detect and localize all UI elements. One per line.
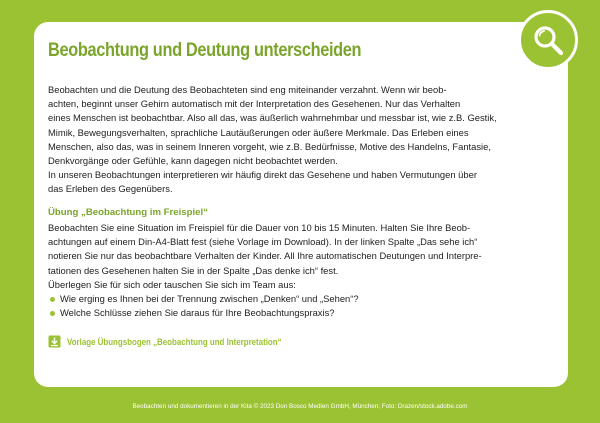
page-title: Beobachtung und Deutung unterscheiden — [48, 40, 362, 61]
intro-line: das Erleben des Gegenübers. — [48, 183, 173, 195]
intro-line: eines Menschen ist beobachtbar. Also all das, was äußerlich wahrnehmbar und messbar ist, wie z.B. Gestik, — [48, 112, 497, 124]
exercise-line: achtungen auf einem Din-A4-Blatt fest (siehe Vorlage im Download). In der linken Spalte „Das sehe ich“ — [48, 236, 478, 248]
content-card — [34, 22, 568, 387]
intro-line: Denkvorgänge oder Gefühle, kann dagegen nicht beobachtet werden. — [48, 155, 338, 167]
question-list — [48, 292, 526, 320]
download-link[interactable] — [48, 335, 311, 348]
intro-text — [48, 83, 518, 197]
magnifier-badge — [518, 10, 578, 70]
question-item — [48, 306, 526, 320]
intro-line: achten, beginnt unser Gehirn automatisch mit der Interpretation des Gesehenen. Nur das Verhalten — [48, 98, 461, 110]
question-text: Welche Schlüsse ziehen Sie daraus für Ihre Beobachtungspraxis? — [60, 307, 335, 319]
bullet-dot — [50, 297, 55, 302]
exercise-line: notieren Sie nur das beobachtbare Verhalten der Kinder. All Ihre automatischen Deutungen und Interpre- — [48, 250, 482, 262]
download-icon — [48, 335, 61, 348]
exercise-text — [48, 221, 526, 320]
question-item — [48, 292, 526, 306]
intro-line: In unseren Beobachtungen interpretieren wir häufig direkt das Gesehene und haben Vermutungen über — [48, 169, 477, 181]
intro-line: Beobachten und die Deutung des Beobachteten sind eng miteinander verzahnt. Wenn wir beob- — [48, 84, 447, 95]
intro-line: Mimik, Bewegungsverhalten, sprachliche Lautäußerungen oder äußere Merkmale. Das Erleben eines — [48, 126, 469, 138]
exercise-line: tationen des Gesehenen halten Sie in der Spalte „Das denke ich“ fest. — [48, 264, 339, 276]
intro-line: Menschen, also das, was in seinem Inneren vorgeht, wie z.B. Bedürfnisse, Motive des Handelns, Fantasie, — [48, 140, 491, 152]
magnifier-icon — [532, 24, 564, 56]
exercise-line: Überlegen Sie für sich oder tauschen Sie sich im Team aus: — [48, 278, 296, 290]
question-text: Wie erging es Ihnen bei der Trennung zwischen „Denken“ und „Sehen“? — [60, 293, 359, 305]
download-label: Vorlage Übungsbogen „Beobachtung und Interpretation“ — [67, 336, 282, 347]
exercise-line: Beobachten Sie eine Situation im Freispiel für die Dauer von 10 bis 15 Minuten. Halten Sie Ihre Beob- — [48, 222, 471, 233]
exercise-heading: Übung „Beobachtung im Freispiel“ — [48, 207, 208, 218]
bullet-dot — [50, 311, 55, 316]
footer-credit: Beobachten und dokumentieren in der Kita © 2023 Don Bosco Medien GmbH, München; Foto: Drazen/stock.adobe.com — [132, 403, 468, 410]
